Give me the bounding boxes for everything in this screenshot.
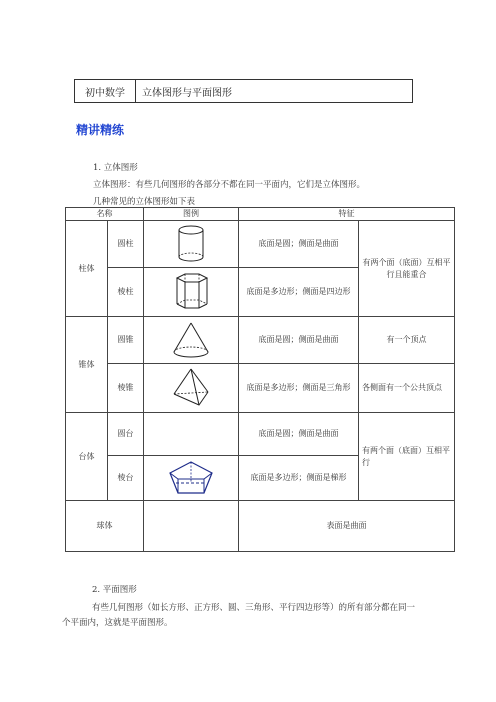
- part2-text-line2: 个平面内，这就是平面图形。: [62, 618, 173, 628]
- table-row: [66, 413, 455, 456]
- header-figure: 图例: [144, 208, 239, 221]
- table-row: [66, 221, 455, 268]
- frustum-icon: [166, 459, 216, 497]
- prism-figure: [144, 268, 239, 317]
- part2-heading: 2. 平面图形: [92, 585, 137, 595]
- pyramid-name: 棱锥: [108, 364, 144, 413]
- group-frustum-feature: 有两个面（底面）互相平行: [359, 413, 455, 501]
- part2-text-line1: 有些几何图形（如长方形、正方形、圆、三角形、平行四边形等）的所有部分都在同一: [92, 603, 416, 613]
- topic-cell: 立体图形与平面图形: [142, 87, 232, 99]
- table-row: [66, 317, 455, 364]
- group-prism: 柱体: [66, 221, 108, 317]
- prism-feature: 底面是多边形；侧面是四边形: [239, 268, 359, 317]
- section-title: 精讲精练: [76, 123, 125, 137]
- solid-figures-table: [65, 207, 455, 552]
- group-frustum: 台体: [66, 413, 108, 501]
- circ-frustum-name: 圆台: [108, 413, 144, 456]
- cylinder-feature: 底面是圆；侧面是曲面: [239, 221, 359, 268]
- group-prism-feature: 有两个面（底面）互相平行且能重合: [359, 221, 455, 317]
- sphere-name: 球体: [66, 501, 144, 552]
- part1-heading: 1. 立体图形: [93, 163, 138, 173]
- cone-name: 圆锥: [108, 317, 144, 364]
- circ-frustum-feature: 底面是圆；侧面是曲面: [239, 413, 359, 456]
- cone-icon: [169, 320, 213, 360]
- table-header-row: [66, 208, 455, 221]
- pyramid-feature: 底面是多边形；侧面是三角形: [239, 364, 359, 413]
- cone-figure: [144, 317, 239, 364]
- group-cone: 锥体: [66, 317, 108, 413]
- header-table: [74, 79, 413, 103]
- cone-vertex-feature: 有一个顶点: [359, 317, 455, 364]
- prism-name: 棱柱: [108, 268, 144, 317]
- sphere-figure: [144, 501, 239, 552]
- prism-frustum-name: 棱台: [108, 456, 144, 501]
- subject-cell: 初中数学: [75, 80, 136, 102]
- cylinder-name: 圆柱: [108, 221, 144, 268]
- pyramid-icon: [169, 366, 213, 410]
- prism-frustum-feature: 底面是多边形；侧面是梯形: [239, 456, 359, 501]
- cylinder-icon: [174, 224, 208, 264]
- table-row: [66, 364, 455, 413]
- prism-frustum-figure: [144, 456, 239, 501]
- cylinder-figure: [144, 221, 239, 268]
- sphere-feature: 表面是曲面: [239, 501, 455, 552]
- circ-frustum-figure: [144, 413, 239, 456]
- header-feature: 特征: [239, 208, 455, 221]
- hexagonal-prism-icon: [169, 270, 213, 314]
- header-name: 名称: [66, 208, 144, 221]
- pyramid-side-feature: 各侧面有一个公共顶点: [359, 364, 455, 413]
- cone-feature: 底面是圆；侧面是曲面: [239, 317, 359, 364]
- pyramid-figure: [144, 364, 239, 413]
- part1-definition: 立体图形：有些几何图形的各部分不都在同一平面内，它们是立体图形。: [93, 180, 366, 190]
- table-intro: 几种常见的立体图形如下表: [93, 197, 196, 207]
- table-row: [66, 501, 455, 552]
